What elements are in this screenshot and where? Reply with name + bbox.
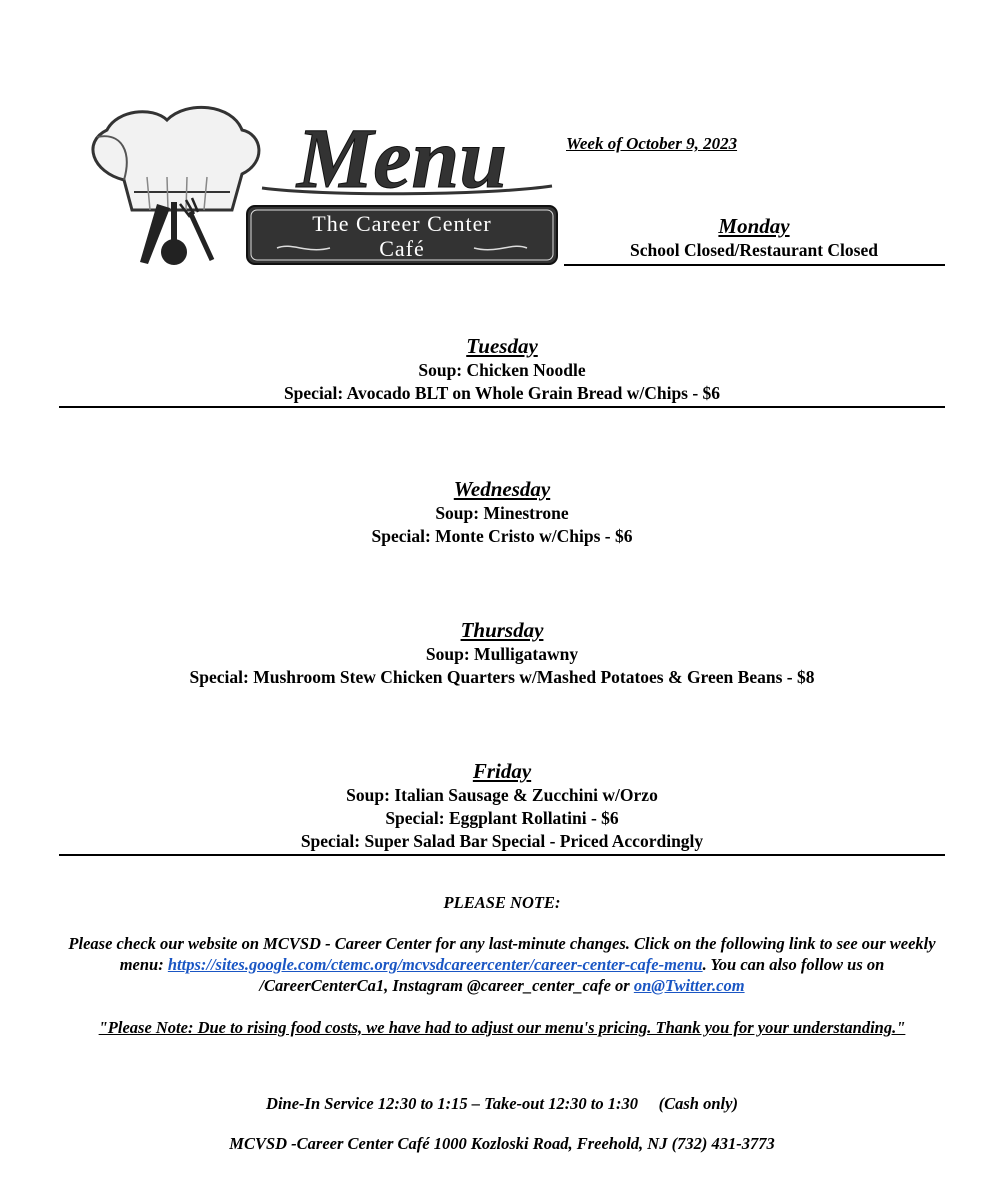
day-title-tuesday: Tuesday [466, 334, 538, 358]
monday-section [564, 214, 944, 262]
thursday-section [0, 618, 1004, 689]
chef-hat-icon [93, 107, 259, 210]
monday-line-1: School Closed/Restaurant Closed [630, 240, 878, 260]
wednesday-line-1: Soup: Minestrone [435, 503, 569, 523]
logo-line1: The Career Center [312, 211, 492, 236]
day-title-friday: Friday [472, 759, 532, 783]
wednesday-section [0, 477, 1004, 548]
logo-line2: Café [379, 236, 425, 261]
divider [59, 406, 945, 408]
notes-text-a: Please check our website on MCVSD - Career Center for any last-minute changes. Click on the following link to see our weekly menu: [68, 934, 936, 974]
notes-heading: PLEASE NOTE: [443, 893, 561, 912]
friday-line-3: Special: Super Salad Bar Special - Priced Accordingly [300, 831, 704, 851]
weekly-menu-link[interactable]: https://sites.google.com/ctemc.org/mcvsdcareercenter/career-center-cafe-menu [167, 955, 703, 974]
service-hours: Dine-In Service 12:30 to 1:15 – Take-out 12:30 to 1:30 (Cash only) [266, 1094, 738, 1113]
thursday-line-2: Special: Mushroom Stew Chicken Quarters w/Mashed Potatoes & Green Beans - $8 [189, 667, 815, 687]
logo-title: Menu [296, 110, 508, 206]
wednesday-line-2: Special: Monte Cristo w/Chips - $6 [371, 526, 633, 546]
notes-paragraph [58, 933, 946, 996]
week-of: Week of October 9, 2023 [566, 134, 738, 153]
day-title-thursday: Thursday [460, 618, 544, 642]
friday-line-1: Soup: Italian Sausage & Zucchini w/Orzo [346, 785, 658, 805]
divider [564, 264, 945, 266]
cafe-address: MCVSD -Career Center Café 1000 Kozloski Road, Freehold, NJ (732) 431-3773 [229, 1134, 775, 1153]
thursday-line-1: Soup: Mulligatawny [425, 644, 579, 664]
divider [59, 854, 945, 856]
twitter-link[interactable]: on@Twitter.com [633, 976, 745, 995]
pricing-note: "Please Note: Due to rising food costs, we have had to adjust our menu's pricing. Thank you for your understanding." [98, 1018, 906, 1037]
tuesday-line-2: Special: Avocado BLT on Whole Grain Bread w/Chips - $6 [283, 383, 721, 403]
day-title-wednesday: Wednesday [453, 477, 551, 501]
day-title-monday: Monday [718, 214, 790, 238]
friday-section [0, 759, 1004, 853]
friday-line-2: Special: Eggplant Rollatini - $6 [385, 808, 619, 828]
notes-text-b: . You can also follow us on /CareerCenterCa1, Instagram @career_center_cafe or [259, 955, 885, 995]
tuesday-section [0, 334, 1004, 405]
cafe-logo [62, 92, 562, 282]
tuesday-line-1: Soup: Chicken Noodle [418, 360, 586, 380]
